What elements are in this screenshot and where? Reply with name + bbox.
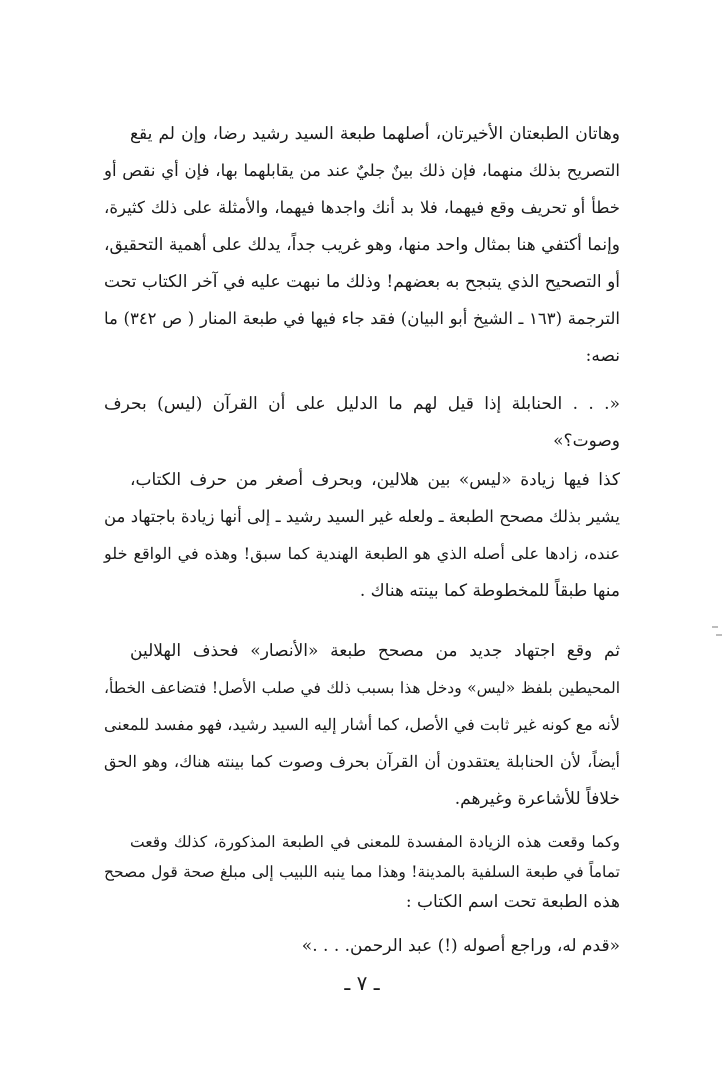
text-line: «قدم له، وراجع أصوله (!) عبد الرحمن. . . .» [301,936,620,956]
text-line: خطأ أو تحريف وقع فيهما، فلا بد أنك واجدها فيهما، والأمثلة على ذلك كثيرة، [104,198,620,217]
text-line: ثم وقع اجتهاد جديد من مصحح طبعة «الأنصار» فحذف الهلالين [130,641,620,661]
text-line: كذا فيها زيادة «ليس» بين هلالين، وبحرف أصغر من حرف الكتاب، [130,470,620,490]
text-line: خلافاً للأشاعرة وغيرهم. [454,789,620,809]
text-line: المحيطين بلفظ «ليس» ودخل هذا بسبب ذلك في صلب الأصل! فتضاعف الخطأ، [104,679,620,697]
text-line: التصريح بذلك منهما، فإن ذلك بينٌ جليٌ عند من يقابلهما بها، فإن أي نقص أو [104,161,620,180]
text-line: يشير بذلك مصحح الطبعة ـ ولعله غير السيد رشيد ـ إلى أنها زيادة باجتهاد من [104,507,620,526]
text-line: «. . . الحنابلة إذا قيل لهم ما الدليل على أن القرآن (ليس) بحرف [104,394,620,414]
text-line: نصه: [585,346,620,366]
text-line: تماماً في طبعة السلفية بالمدينة! وهذا مما ينبه اللبيب إلى مبلغ صحة قول مصحح [104,863,620,881]
text-line: لأنه مع كونه غير ثابت في الأصل، كما أشار إليه السيد رشيد، فهو مفسد للمعنى [104,715,620,734]
page-number: ـ ٧ ـ [344,971,380,995]
text-line: هذه الطبعة تحت اسم الكتاب : [405,892,620,912]
scan-mark [712,626,718,628]
scan-mark [716,634,722,636]
text-line: وهاتان الطبعتان الأخيرتان، أصلهما طبعة السيد رشيد رضا، وإن لم يقع [130,124,620,144]
text-line: عنده، زادها على أصله الذي هو الطبعة الهندية كما سبق! وهذه في الواقع خلو [104,544,620,563]
text-line: الترجمة (١٦٣ ـ الشيخ أبو البيان) فقد جاء فيها في طبعة المنار ( ص ٣٤٢) ما [104,309,620,328]
text-line: وكما وقعت هذه الزيادة المفسدة للمعنى في الطبعة المذكورة، كذلك وقعت [130,833,620,851]
text-line: منها طبقاً للمخطوطة كما بينته هناك . [359,581,620,601]
text-line: أيضاً، لأن الحنابلة يعتقدون أن القرآن بحرف وصوت كما بينته هناك، وهو الحق [104,752,620,771]
text-line: أو التصحيح الذي يتبجح به بعضهم! وذلك ما نبهت عليه في آخر الكتاب تحت [104,272,620,292]
text-line: وصوت؟» [553,431,620,451]
text-line: وإنما أكتفي هنا بمثال واحد منها، وهو غريب جداً، يدلك على أهمية التحقيق، [104,235,620,255]
